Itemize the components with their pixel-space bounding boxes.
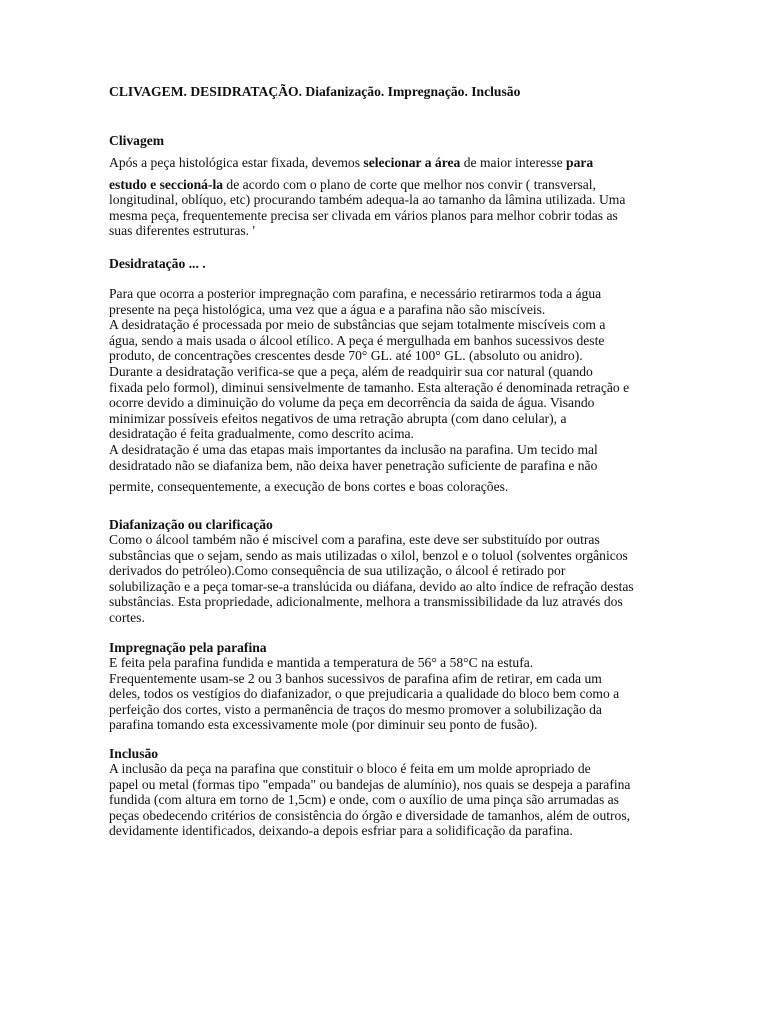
clivagem-line-2 [109, 177, 657, 193]
desidratacao-last-line [109, 479, 657, 495]
paragraph-line: Durante a desidratação verifica-se que a peça, além de readquirir sua cor natural (quando [109, 363, 593, 379]
paragraph-line: fundida (com altura em torno de 1,5cm) e onde, com o auxílio de uma pinça são arrumadas as [109, 792, 619, 808]
text-run: Após a peça histológica estar fixada, devemos [109, 155, 364, 170]
paragraph-line: água, sendo a mais usada o álcool etílico. A peça é mergulhada em banhos sucessivos deste [109, 332, 605, 348]
paragraph-line: papel ou metal (formas tipo "empada" ou bandejas de alumínio), nos quais se despeja a parafina [109, 776, 631, 792]
paragraph-line: E feita pela parafina fundida e mantida a temperatura de 56° a 58°C na estufa. [109, 655, 534, 670]
text-run: de maior interesse [460, 155, 567, 170]
paragraph-line: ocorre devido a diminuição do volume da peça em decorrência da saida de água. Visando [109, 395, 595, 411]
paragraph-line: cortes. [109, 609, 145, 625]
clivagem-line-1 [109, 155, 657, 171]
clivagem-line-3: longitudinal, oblíquo, etc) procurando também adequa-la ao tamanho da lâmina utilizada. Uma [109, 192, 626, 208]
paragraph-line: fixada pelo formol), diminui sensivelmente de tamanho. Esta alteração é denominada retração e [109, 379, 630, 395]
section-heading-inclusao: Inclusão [109, 746, 159, 761]
paragraph-line: deles, todos os vestígios do diafanizador, o que prejudicaria a qualidade do bloco bem como a [109, 686, 620, 702]
clivagem-line-4: mesma peça, frequentemente precisa ser clivada em vários planos para melhor cobrir todas as [109, 207, 618, 223]
paragraph-line: perfeição dos cortes, visto a permanência de traços do mesmo promover a solubilização da [109, 701, 602, 717]
paragraph-line: Frequentemente usam-se 2 ou 3 banhos sucessivos de parafina afim de retirar, em cada um [109, 670, 602, 686]
diafanizacao-paragraph [109, 532, 657, 626]
paragraph-line: parafina tomando esta excessivamente mole (por diminuir seu ponto de fusão). [109, 717, 538, 733]
section-heading-diafanizacao: Diafanização ou clarificação [109, 517, 273, 532]
paragraph-line: Como o álcool também não é miscivel com a parafina, este deve ser substituído por outras [109, 532, 600, 547]
clivagem-line-5: suas diferentes estruturas. ' [109, 223, 255, 239]
paragraph-line: produto, de concentrações crescentes desde 70° GL. até 100° GL. (absoluto ou anidro). [109, 348, 583, 364]
paragraph-line: solubilização e a peça tomar-se-a translúcida ou diáfana, devido ao alto índice de refração destas [109, 578, 634, 594]
bold-text-run: selecionar a área [363, 155, 461, 170]
clivagem-paragraph [109, 155, 657, 239]
paragraph-line: desidratado não se diafaniza bem, não deixa haver penetração suficiente de parafina e não [109, 457, 598, 473]
paragraph-line: A desidratação é processada por meio de substâncias que sejam totalmente miscíveis com a [109, 317, 606, 333]
bold-text-run: para [566, 155, 594, 170]
paragraph-line: desidratação é feita gradualmente, como descrito acima. [109, 426, 414, 442]
bold-text-run: estudo e seccioná-la [109, 176, 224, 192]
paragraph-line: A desidratação é uma das etapas mais importantes da inclusão na parafina. Um tecido mal [109, 441, 598, 457]
section-heading-desidratacao: Desidratação ... . [109, 256, 206, 271]
paragraph-line: Para que ocorra a posterior impregnação com parafina, e necessário retirarmos toda a água [109, 286, 602, 301]
paragraph-line: peças obedecendo critérios de consistência do órgão e diversidade de tamanhos, além de outros, [109, 807, 631, 823]
paragraph-line: presente na peça histológica, uma vez que a água e a parafina não são miscíveis. [109, 301, 546, 317]
impregnacao-paragraph [109, 655, 657, 733]
paragraph-line: minimizar possíveis efeitos negativos de uma retração abrupta (com dano celular), a [109, 410, 567, 426]
paragraph-line: substâncias que o sejam, sendo as mais utilizadas o xilol, benzol e o toluol (solventes orgânicos [109, 547, 628, 563]
section-heading-clivagem: Clivagem [109, 133, 165, 148]
paragraph-line: derivados do petróleo).Como consequência de sua utilização, o álcool é retirado por [109, 563, 566, 579]
text-run: de acordo com o plano de corte que melhor nos convir ( transversal, [223, 176, 596, 192]
paragraph-line: A inclusão da peça na parafina que constituir o bloco é feita em um molde apropriado de [109, 761, 591, 776]
paragraph-line: substâncias. Esta propriedade, adicionalmente, melhora a transmissibilidade da luz através dos [109, 594, 623, 610]
paragraph-line: devidamente identificados, deixando-a depois esfriar para a solidificação da parafina. [109, 823, 573, 839]
paragraph-line: permite, consequentemente, a execução de bons cortes e boas colorações. [109, 479, 509, 494]
inclusao-paragraph [109, 761, 657, 839]
section-heading-impregnacao: Impregnação pela parafina [109, 640, 267, 655]
document-title: CLIVAGEM. DESIDRATAÇÃO. Diafanização. Impregnação. Inclusão [109, 84, 521, 99]
desidratacao-paragraph [109, 286, 657, 473]
